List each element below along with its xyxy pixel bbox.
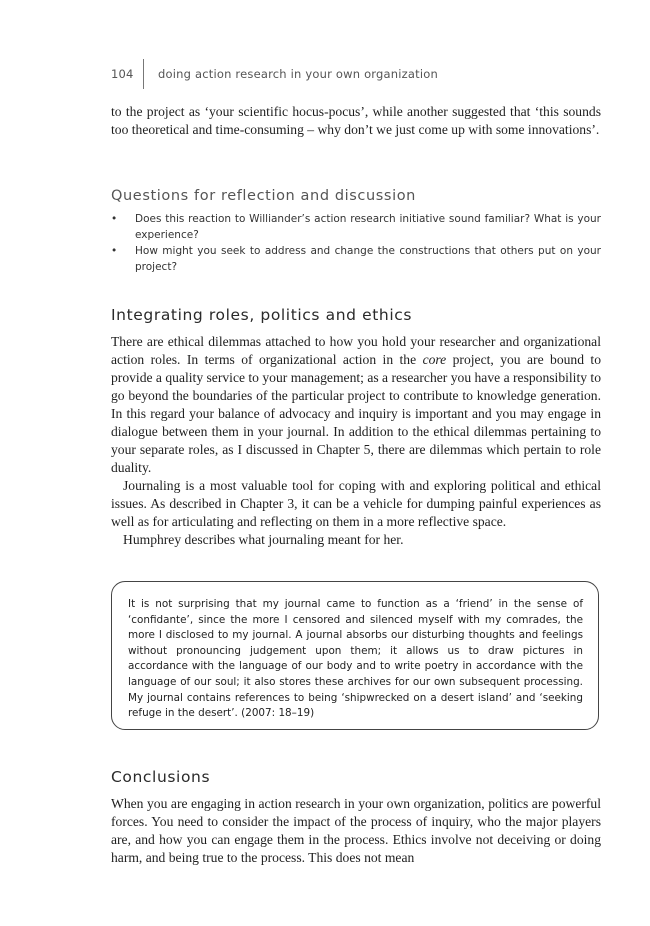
question-text: How might you seek to address and change the constructions that others put on your project?: [135, 245, 601, 273]
body-paragraph: [111, 333, 601, 477]
emphasis-core: core: [422, 352, 447, 367]
reflection-question-list: [111, 212, 601, 276]
header-divider: [143, 59, 144, 89]
quote-box: [111, 581, 599, 730]
paragraph-text: project, you are bound to provide a quality service to your management; as a researcher you have a responsibility to go beyond the boundaries of the particular project to contribute to knowledge generation. In this regard your balance of advocacy and inquiry is important and you may engage in dialogue between them in your journal. In addition to the ethical dilemmas pertaining to your separate roles, as I discussed in Chapter 5, there are dilemmas which pertain to role duality.: [111, 352, 601, 475]
intro-paragraph: to the project as ‘your scientific hocus-pocus’, while another suggested that ‘this sounds too theoretical and time-consuming – why don’t we just come up with some innovations’.: [111, 104, 601, 137]
reflection-heading: Questions for reflection and discussion: [111, 188, 416, 204]
section-heading-integrating: Integrating roles, politics and ethics: [111, 306, 413, 324]
block-quote: It is not surprising that my journal came to function as a ‘friend’ in the sense of ‘confidante’, since the more I censored and silenced myself with my comrades, the more I disclosed to my journal. A journal absorbs our disturbing thoughts and feelings without pronouncing judgement upon them; it allows us to draw pictures in accordance with the language of our body and to write poetry in accordance with the language of our soul; it also stores these archives for our own subsequent processing. My journal contains references to being ‘shipwrecked on a desert island’ and ‘seeking refuge in the desert’. (2007: 18–19): [128, 598, 583, 720]
reflection-question: [111, 212, 601, 243]
bullet-icon: •: [111, 245, 118, 257]
body-paragraph: Journaling is a most valuable tool for coping with and exploring political and ethical issues. As described in Chapter 3, it can be a vehicle for dumping painful experiences as well as for articulating and reflecting on them in a more reflective space.: [111, 478, 601, 529]
reflection-question: [111, 244, 601, 275]
running-header: [111, 63, 438, 85]
section-heading-conclusions: Conclusions: [111, 768, 211, 786]
page-number: 104: [111, 67, 134, 81]
body-paragraph: Humphrey describes what journaling meant for her.: [123, 532, 404, 547]
paragraph-text: There are ethical dilemmas attached to how you hold your researcher and organizational action roles. In terms of organizational action in the: [111, 334, 601, 367]
section-body: [111, 333, 601, 549]
conclusions-paragraph: When you are engaging in action research in your own organization, politics are powerful forces. You need to consider the impact of the process of inquiry, who the major players are, and how you can engage them in the process. Ethics involve not deceiving or doing harm, and being true to the process. This does not mean: [111, 796, 601, 865]
bullet-icon: •: [111, 213, 118, 225]
question-text: Does this reaction to Williander’s action research initiative sound familiar? What is your experience?: [135, 213, 601, 241]
running-title: doing action research in your own organization: [158, 67, 438, 81]
